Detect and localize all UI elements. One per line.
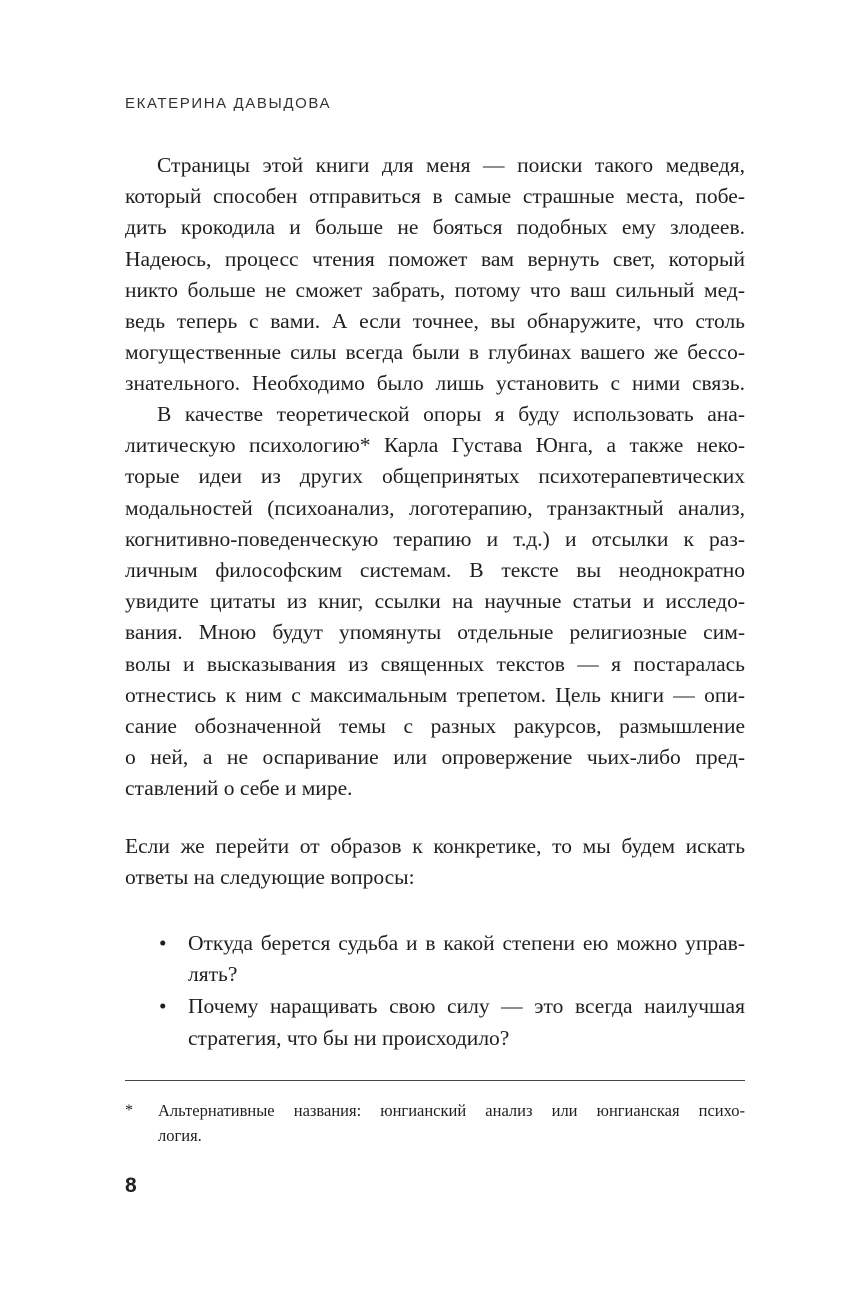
text-line: Откуда берется судьба и в какой степени ею можно управ- — [188, 931, 745, 955]
page-number: 8 — [125, 1174, 137, 1197]
paragraph-1 — [125, 150, 745, 400]
text-line: дить крокодила и больше не бояться подобных ему злодеев. — [125, 215, 745, 240]
text-line: личным философским системам. В тексте вы неоднократно — [125, 557, 745, 582]
text-line: никто больше не сможет забрать, потому что ваш сильный мед- — [125, 277, 745, 302]
text-line: ответы на следующие вопросы: — [125, 865, 415, 890]
text-line: сание обозначенной темы с разных ракурсов, размышление — [125, 713, 745, 738]
text-line: литическую психологию* Карла Густава Юнга, а также неко- — [125, 433, 745, 458]
footnote-marker: * — [125, 1102, 133, 1119]
text-line: отнестись к ним с максимальным трепетом. Цель книги — опи- — [125, 682, 745, 707]
text-line: когнитивно-поведенческую терапию и т.д.) и отсылки к раз- — [125, 526, 745, 551]
footnote-divider — [125, 1080, 745, 1081]
footnote — [125, 1098, 745, 1148]
text-line: который способен отправиться в самые страшные места, побе- — [125, 184, 745, 209]
text-line: Почему наращивать свою силу — это всегда наилучшая — [188, 994, 745, 1019]
text-line: стратегия, что бы ни происходило? — [188, 1025, 510, 1050]
bullet-icon: • — [159, 994, 167, 1019]
text-line: увидите цитаты из книг, ссылки на научные статьи и исследо- — [125, 589, 745, 614]
text-line: знательного. Необходимо было лишь установить с ними связь. — [125, 371, 745, 396]
footnote-line: Альтернативные названия: юнгианский анализ или юнгианская психо- — [158, 1101, 745, 1120]
text-line: ведь теперь с вами. А если точнее, вы обнаружите, что столь — [125, 308, 745, 333]
text-line: ставлений о себе и мире. — [125, 776, 353, 801]
text-line: могущественные силы всегда были в глубинах вашего же бессо- — [125, 340, 745, 365]
list-item — [125, 991, 745, 1053]
text-line: модальностей (психоанализ, логотерапию, транзактный анализ, — [125, 495, 745, 520]
text-line: Страницы этой книги для меня — поиски такого медведя, — [157, 153, 745, 177]
text-line: Надеюсь, процесс чтения поможет вам вернуть свет, который — [125, 246, 745, 271]
text-line: В качестве теоретической опоры я буду использовать ана- — [157, 402, 745, 426]
text-line: волы и высказывания из священных текстов — я постаралась — [125, 651, 745, 676]
paragraph-2 — [125, 399, 745, 804]
text-line: вания. Мною будут упомянуты отдельные религиозные сим- — [125, 620, 745, 645]
running-head: ЕКАТЕРИНА ДАВЫДОВА — [125, 95, 332, 112]
text-line: лять? — [188, 962, 238, 987]
footnote-line: логия. — [158, 1126, 202, 1145]
text-line: Если же перейти от образов к конкретике, то мы будем искать — [125, 834, 745, 858]
text-line: о ней, а не оспаривание или опровержение чьих-либо пред- — [125, 745, 745, 770]
paragraph-3 — [125, 831, 745, 893]
list-item — [125, 928, 745, 990]
bullet-icon: • — [159, 931, 167, 955]
text-line: торые идеи из других общепринятых психотерапевтических — [125, 464, 745, 489]
bullet-list — [125, 928, 745, 1055]
